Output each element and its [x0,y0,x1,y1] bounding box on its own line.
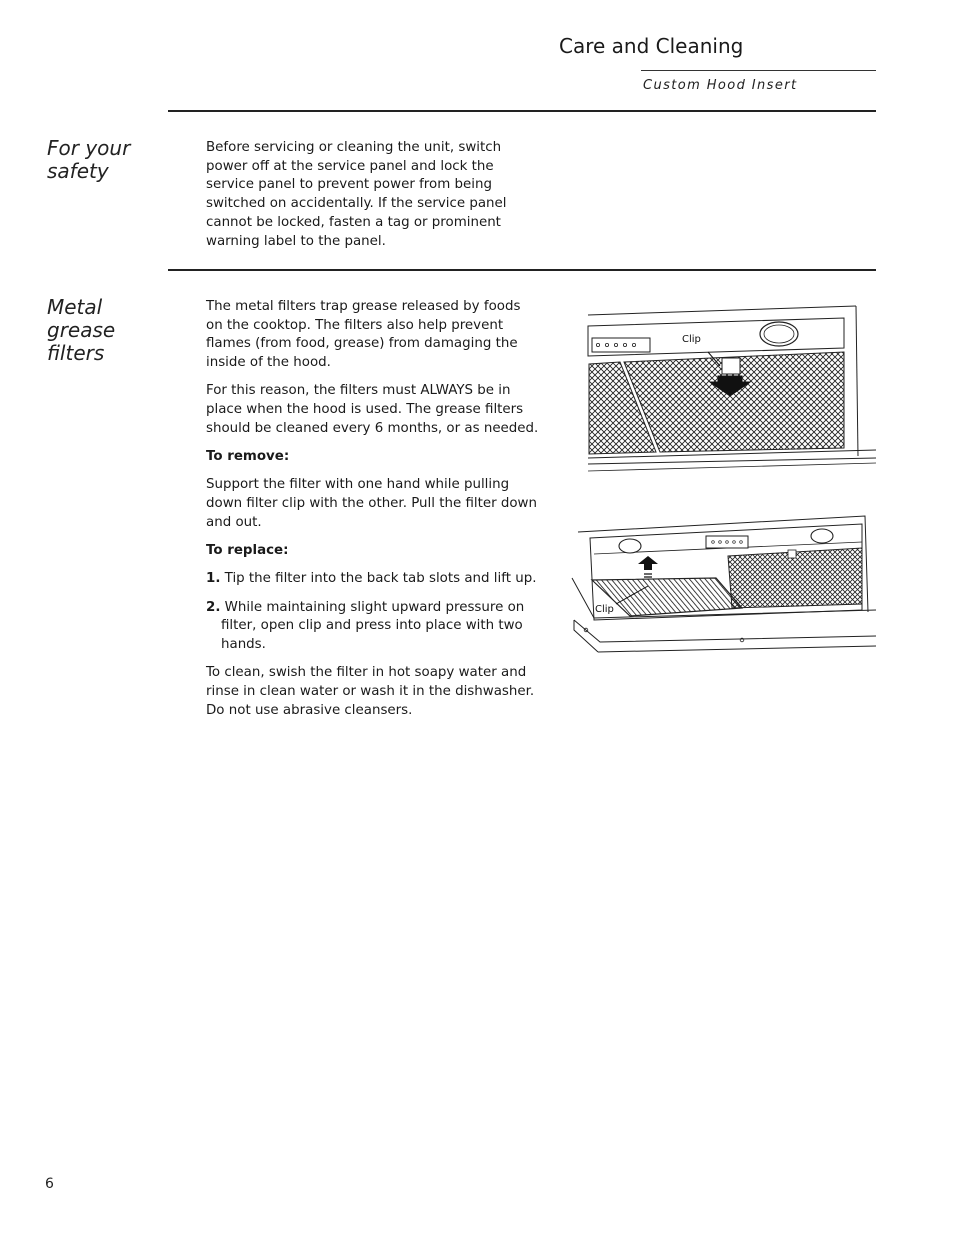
light-fixture [760,322,798,346]
safety-heading: For your safety [47,136,131,183]
replace-steps-list [206,570,539,654]
left-light [619,539,641,553]
filter-removal-illustration [586,300,878,475]
replace-label: To replace: [206,543,289,559]
remove-instructions: Support the filter with one hand while pulling down filter clip with the other. Pull the filter down and out. [206,477,537,530]
filter-clip [722,358,740,374]
filter-replacement-illustration [570,512,878,662]
safety-paragraph: Before servicing or cleaning the unit, switch power off at the service panel and lock the service panel to prevent power from being switched on accidentally. If the service panel cannot be locked, fasten a tag or prominent warning label to the panel. [206,140,507,249]
page-section-title: Care and Cleaning [559,34,744,58]
page-subtitle: Custom Hood Insert [643,78,798,93]
remove-label: To remove: [206,449,290,465]
safety-text [206,139,539,261]
list-item [206,599,539,655]
step-number: 1. [206,571,221,587]
filters-paragraph-1: The metal filters trap grease released by foods on the cooktop. The filters also help prevent flames (from food, grease) from damaging the inside of the hood. [206,299,521,371]
section-divider-top [168,110,876,112]
hood-top-edge [588,306,856,315]
list-item [206,570,539,589]
hood-right-edge [856,306,858,456]
control-buttons-panel [592,338,650,352]
page-number: 6 [45,1176,54,1192]
step-text: While maintaining slight upward pressure on filter, open clip and press into place with two hands. [221,599,525,653]
cleaning-instructions: To clean, swish the filter in hot soapy water and rinse in clean water or wash it in the dishwasher. Do not use abrasive cleansers. [206,665,535,718]
section-divider-middle [168,269,876,271]
filters-heading: Metal grease filters [47,295,116,365]
filters-paragraph-2: For this reason, the filters must ALWAYS be in place when the hood is used. The grease filters should be cleaned every 6 months, or as needed. [206,383,539,436]
filters-text [206,298,539,730]
step-text: Tip the filter into the back tab slots and lift up. [224,571,537,587]
right-light [811,529,833,543]
clip-label: Clip [595,604,614,615]
step-number: 2. [206,599,221,615]
clip-label: Clip [682,334,701,345]
header-divider [641,70,876,71]
